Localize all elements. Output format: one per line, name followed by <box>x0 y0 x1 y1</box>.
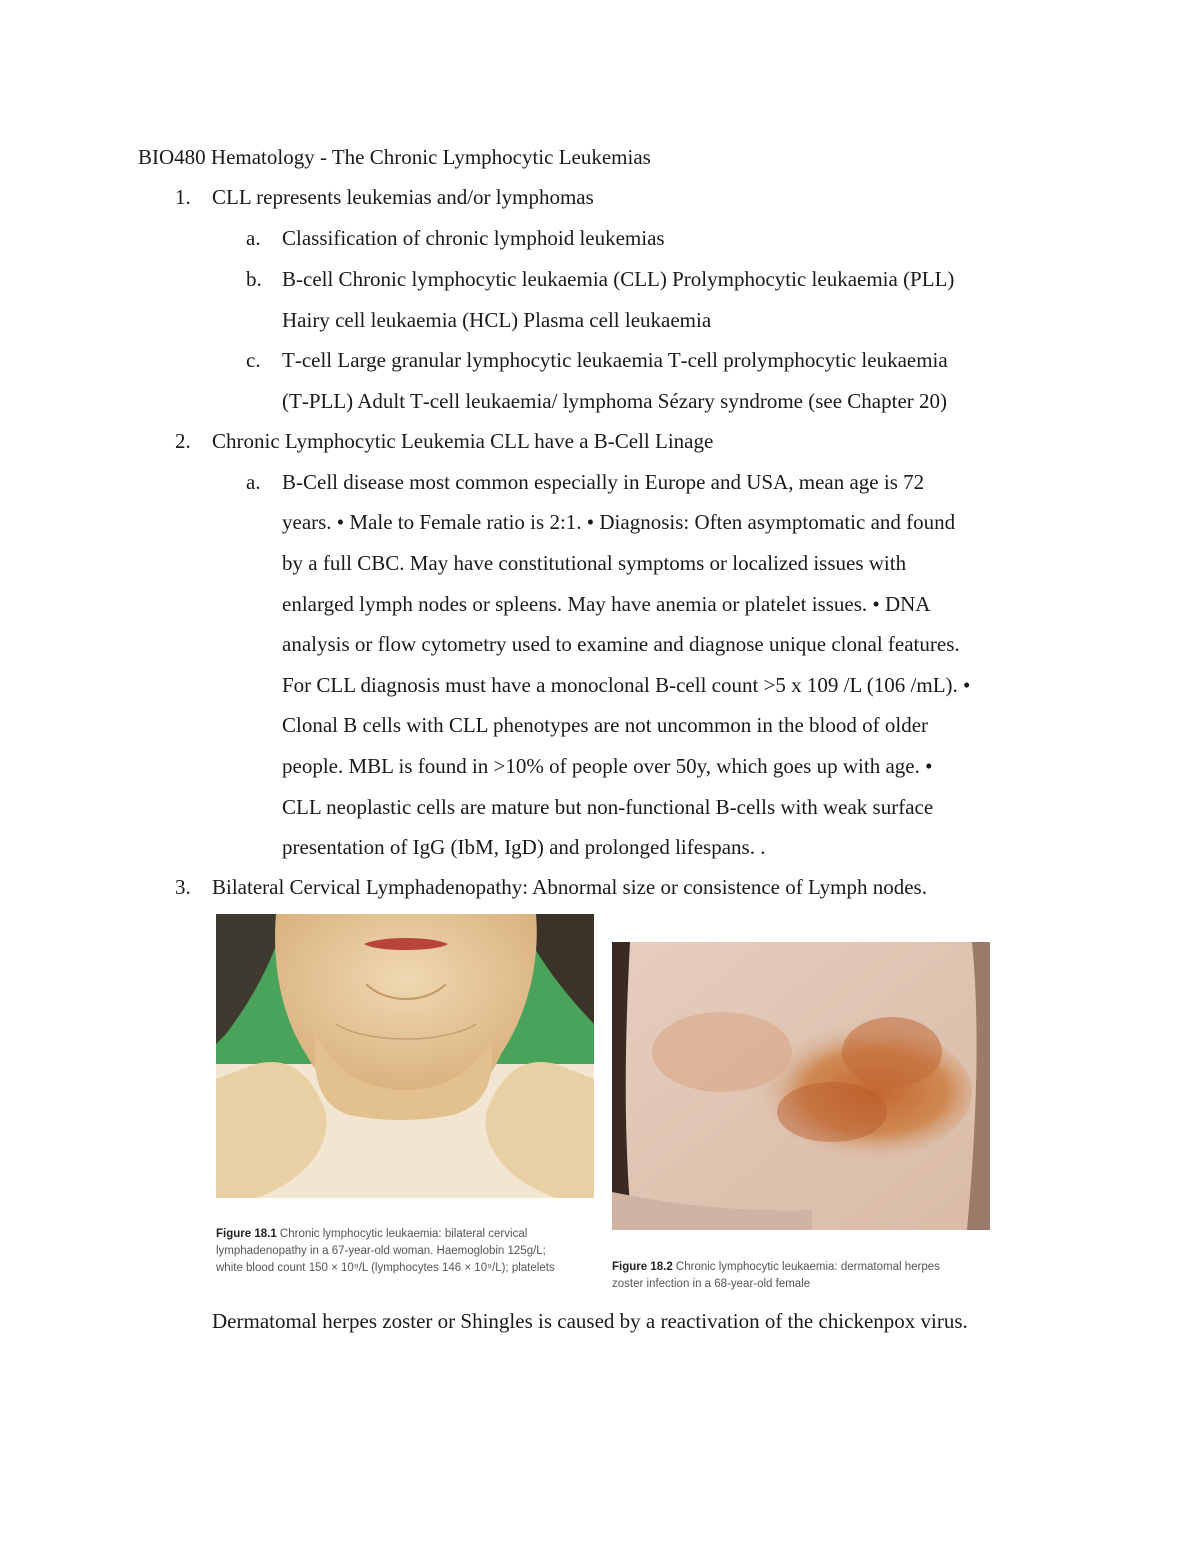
item-1c-line: (T‑PLL) Adult T‑cell leukaemia/ lymphoma Sézary syndrome (see Chapter 20) <box>282 389 947 413</box>
figure-18-2-photo <box>612 942 990 1230</box>
figure-18-1-caption-line: lymphadenopathy in a 67-year-old woman. Haemoglobin 125g/L; <box>216 1245 546 1257</box>
neck-lymphadenopathy-illustration <box>216 914 594 1198</box>
item-2a-line: CLL neoplastic cells are mature but non-functional B-cells with weak surface <box>282 795 934 819</box>
item-2a-line: by a full CBC. May have constitutional symptoms or localized issues with <box>282 551 907 575</box>
figure-18-1-caption-line: white blood count 150 × 10⁹/L (lymphocytes 146 × 10⁹/L); platelets <box>216 1262 555 1274</box>
item-1b-letter: b. <box>246 267 262 291</box>
figure-18-2-caption-line: Chronic lymphocytic leukaemia: dermatomal herpes <box>675 1261 940 1273</box>
figure-18-2-caption-line: zoster infection in a 68-year-old female <box>612 1278 811 1290</box>
item-2a-line: B-Cell disease most common especially in Europe and USA, mean age is 72 <box>282 470 925 494</box>
figure-18-1-label: Figure 18.1 <box>216 1228 277 1240</box>
item-2a-line: enlarged lymph nodes or spleens. May have anemia or platelet issues. • DNA <box>282 592 931 616</box>
figure-18-2-caption <box>612 1259 940 1293</box>
item-2a-line: analysis or flow cytometry used to examine and diagnose unique clonal features. <box>282 632 960 656</box>
herpes-zoster-illustration <box>612 942 990 1230</box>
item-2a-line: Clonal B cells with CLL phenotypes are not uncommon in the blood of older <box>282 713 929 737</box>
item-2-text: Chronic Lymphocytic Leukemia CLL have a B-Cell Linage <box>212 429 714 453</box>
item-1-text: CLL represents leukemias and/or lymphomas <box>212 185 594 209</box>
item-1b-line: Hairy cell leukaemia (HCL) Plasma cell leukaemia <box>282 308 712 332</box>
item-1-number: 1. <box>175 185 191 209</box>
figure-18-1-caption-line: Chronic lymphocytic leukaemia: bilateral cervical <box>279 1228 528 1240</box>
closing-text: Dermatomal herpes zoster or Shingles is caused by a reactivation of the chickenpox virus. <box>212 1309 968 1333</box>
item-1a-line: Classification of chronic lymphoid leukemias <box>282 226 665 250</box>
figure-18-2-label: Figure 18.2 <box>612 1261 673 1273</box>
item-2a-line: people. MBL is found in >10% of people over 50y, which goes up with age. • <box>282 754 933 778</box>
item-2-number: 2. <box>175 429 191 453</box>
item-2a-line: presentation of IgG (IbM, IgD) and prolonged lifespans. . <box>282 835 766 859</box>
item-2a-letter: a. <box>246 470 261 494</box>
item-1c-line: T‑cell Large granular lymphocytic leukaemia T‑cell prolymphocytic leukaemia <box>282 348 948 372</box>
item-1c-letter: c. <box>246 348 261 372</box>
item-3-text: Bilateral Cervical Lymphadenopathy: Abnormal size or consistence of Lymph nodes. <box>212 875 927 899</box>
item-3-number: 3. <box>175 875 191 899</box>
document-title: BIO480 Hematology - The Chronic Lymphocytic Leukemias <box>138 145 651 169</box>
item-1b-line: B‑cell Chronic lymphocytic leukaemia (CLL) Prolymphocytic leukaemia (PLL) <box>282 267 955 291</box>
item-2a-line: years. • Male to Female ratio is 2:1. • Diagnosis: Often asymptomatic and found <box>282 510 956 534</box>
item-1a-letter: a. <box>246 226 261 250</box>
item-2a-line: For CLL diagnosis must have a monoclonal B-cell count >5 x 109 /L (106 /mL). • <box>282 673 971 697</box>
figure-18-1-caption <box>216 1226 555 1277</box>
figure-18-1-photo <box>216 914 594 1198</box>
